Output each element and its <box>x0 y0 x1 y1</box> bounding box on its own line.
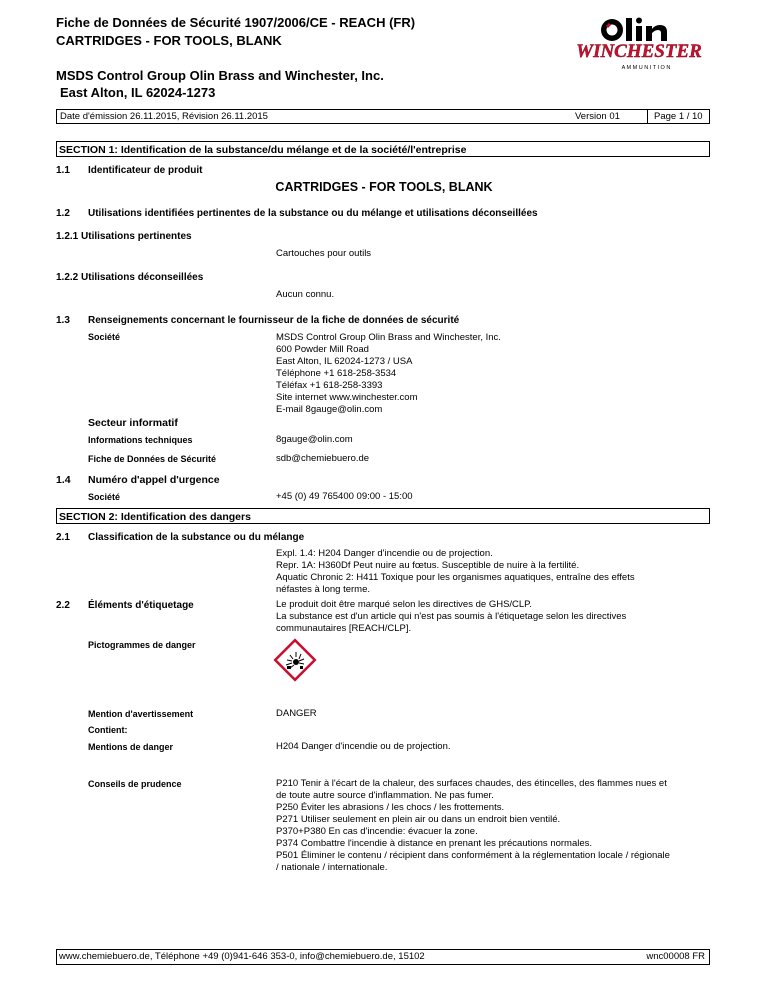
societe-line: MSDS Control Group Olin Brass and Winchester, Inc. <box>276 332 501 343</box>
precaution-label: Conseils de prudence <box>88 779 182 789</box>
hazard-label: Mentions de danger <box>88 742 174 752</box>
classification-list <box>276 548 635 596</box>
s122-title: 1.2.2 Utilisations déconseillées <box>56 272 204 283</box>
s14-number: 1.4 <box>56 474 71 486</box>
issue-date: Date d'émission 26.11.2015, Révision 26.11.2015 <box>60 111 268 122</box>
labelling-line: La substance est d'un article qui n'est pas soumis à l'étiquetage selon les directives <box>276 611 627 622</box>
secteur-title: Secteur informatif <box>88 417 178 429</box>
precaution-line: / nationale / internationale. <box>276 862 388 873</box>
info-tech-value: 8gauge@olin.com <box>276 434 353 445</box>
ghs01-exploding-bomb-icon <box>272 637 318 683</box>
societe-line: Site internet www.winchester.com <box>276 392 418 403</box>
s121-title: 1.2.1 Utilisations pertinentes <box>56 231 192 242</box>
header-bar <box>56 109 710 124</box>
s11-title: Identificateur de produit <box>88 165 203 176</box>
precaution-line: P250 Éviter les abrasions / les chocs / les frottements. <box>276 802 505 813</box>
societe-line: Téléphone +1 618-258-3534 <box>276 368 397 379</box>
version: Version 01 <box>575 111 620 122</box>
fds-label: Fiche de Données de Sécurité <box>88 454 217 464</box>
classification-line: Aquatic Chronic 2: H411 Toxique pour les organismes aquatiques, entraîne des effets <box>276 572 635 583</box>
societe-line: Téléfax +1 618-258-3393 <box>276 380 383 391</box>
classification-line: Expl. 1.4: H204 Danger d'incendie ou de projection. <box>276 548 493 559</box>
s13-number: 1.3 <box>56 315 70 326</box>
page-number: Page 1 / 10 <box>654 111 703 122</box>
s22-title: Éléments d'étiquetage <box>88 600 194 611</box>
emergency-phone: +45 (0) 49 765400 09:00 - 15:00 <box>276 491 413 502</box>
precaution-line: de toute autre source d'inflammation. Ne pas fumer. <box>276 790 494 801</box>
company-name: MSDS Control Group Olin Brass and Winchester, Inc. <box>56 68 384 83</box>
precaution-line: P271 Utiliser seulement en plein air ou dans un endroit bien ventilé. <box>276 814 561 825</box>
ammunition-wordmark: A M M U N I T I O N <box>621 65 671 71</box>
precaution-line: P370+P380 En cas d'incendie: évacuer la zone. <box>276 826 478 837</box>
precaution-line: P374 Combattre l'incendie à distance en prenant les précautions normales. <box>276 838 593 849</box>
signal-label: Mention d'avertissement <box>88 709 194 719</box>
s122-value: Aucun connu. <box>276 289 335 300</box>
section1-heading: SECTION 1: Identification de la substance/du mélange et de la société/l'entreprise <box>56 141 710 157</box>
s12-number: 1.2 <box>56 208 70 219</box>
societe-label: Société <box>88 332 121 342</box>
document-title: Fiche de Données de Sécurité 1907/2006/CE - REACH (FR) <box>56 15 416 30</box>
s21-number: 2.1 <box>56 532 70 543</box>
societe-line: E-mail 8gauge@olin.com <box>276 404 383 415</box>
precaution-line: P501 Éliminer le contenu / récipient dans conformément à la réglementation locale / régionale <box>276 850 670 861</box>
signal-word: DANGER <box>276 708 317 719</box>
societe-line: East Alton, IL 62024-1273 / USA <box>276 356 413 367</box>
labelling-line: communautaires [REACH/CLP]. <box>276 623 412 634</box>
olin-winchester-logo <box>566 14 712 72</box>
labelling-text <box>276 599 626 635</box>
s12-title: Utilisations identifiées pertinentes de la substance ou du mélange et utilisations déconseillées <box>88 208 538 219</box>
s13-title: Renseignements concernant le fournisseur de la fiche de données de sécurité <box>88 315 460 326</box>
product-name: CARTRIDGES - FOR TOOLS, BLANK <box>275 180 493 194</box>
s14-label: Société <box>88 492 121 502</box>
footer-doc-code: wnc00008 FR <box>646 951 705 962</box>
s121-value: Cartouches pour outils <box>276 248 372 259</box>
classification-line: néfastes à long terme. <box>276 584 370 595</box>
company-address: East Alton, IL 62024-1273 <box>60 85 216 100</box>
info-tech-label: Informations techniques <box>88 435 193 445</box>
fds-value: sdb@chemiebuero.de <box>276 453 370 464</box>
footer-bar <box>56 949 710 965</box>
s22-number: 2.2 <box>56 600 70 611</box>
classification-line: Repr. 1A: H360Df Peut nuire au fœtus. Susceptible de nuire à la fertilité. <box>276 560 580 571</box>
hazard-statement: H204 Danger d'incendie ou de projection. <box>276 741 451 752</box>
precaution-list <box>276 778 670 874</box>
societe-line: 600 Powder Mill Road <box>276 344 369 355</box>
section2-heading: SECTION 2: Identification des dangers <box>56 508 710 524</box>
precaution-line: P210 Tenir à l'écart de la chaleur, des surfaces chaudes, des étincelles, des flammes nues et <box>276 778 667 789</box>
s21-title: Classification de la substance ou du mélange <box>88 532 305 543</box>
olin-logo-icon <box>566 14 712 72</box>
labelling-line: Le produit doit être marqué selon les directives de GHS/CLP. <box>276 599 532 610</box>
document-product-title: CARTRIDGES - FOR TOOLS, BLANK <box>56 33 282 48</box>
s11-number: 1.1 <box>56 165 70 176</box>
footer-contact: www.chemiebuero.de, Téléphone +49 (0)941-646 353-0, info@chemiebuero.de, 15102 <box>59 951 425 962</box>
contient-label: Contient: <box>88 725 128 735</box>
s14-title: Numéro d'appel d'urgence <box>88 474 220 486</box>
societe-details <box>276 332 501 416</box>
pictogram-label: Pictogrammes de danger <box>88 640 196 650</box>
winchester-wordmark: WINCHESTER <box>576 41 702 62</box>
